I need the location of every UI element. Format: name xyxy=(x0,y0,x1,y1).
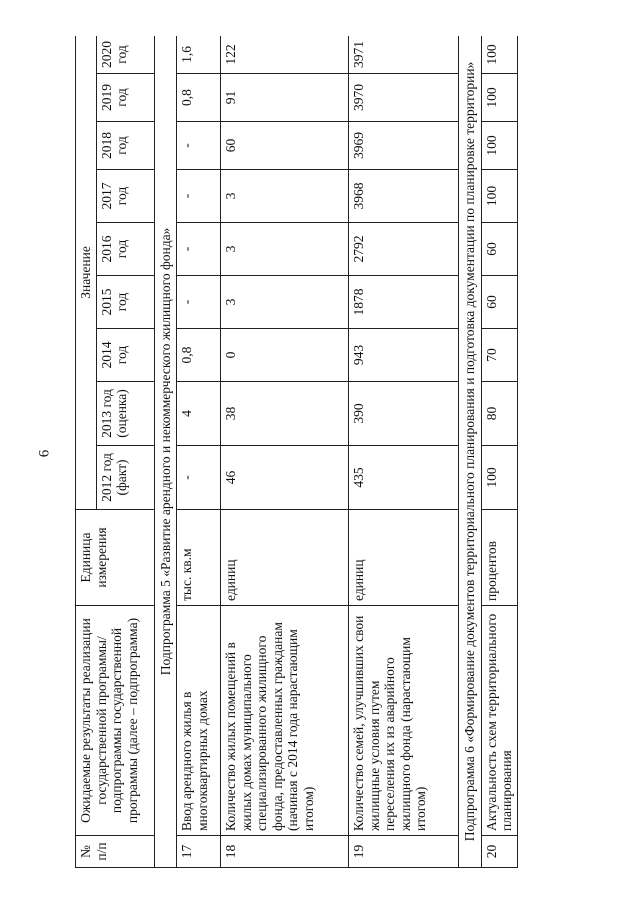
row-value: 100 xyxy=(481,122,517,170)
table-row xyxy=(177,36,221,868)
header-number: № п/п xyxy=(76,836,155,868)
header-year: 2013 год (оценка) xyxy=(96,382,154,446)
row-value: 80 xyxy=(481,382,517,446)
table-row xyxy=(221,36,349,868)
section-row xyxy=(459,36,482,868)
row-value: 46 xyxy=(221,446,349,510)
row-value: 60 xyxy=(481,276,517,329)
row-indicator: Количество семей, улучшивших свои жилищные условия путем переселения их из аварийного жилищного фонда (нарастающим итогом) xyxy=(349,606,459,836)
header-year: 2014 год xyxy=(96,329,154,382)
row-value: 3968 xyxy=(349,170,459,223)
row-value: 435 xyxy=(349,446,459,510)
rotated-page-content xyxy=(75,36,599,868)
row-value: - xyxy=(177,446,221,510)
row-value: 390 xyxy=(349,382,459,446)
row-unit: единиц xyxy=(349,510,459,606)
indicators-table xyxy=(75,36,518,868)
row-value: - xyxy=(177,122,221,170)
header-year: 2018 год xyxy=(96,122,154,170)
row-value: 0 xyxy=(221,329,349,382)
row-value: 3 xyxy=(221,223,349,276)
header-year: 2019 год xyxy=(96,74,154,122)
header-value: Значение xyxy=(76,36,97,510)
row-value: 60 xyxy=(481,223,517,276)
row-value: 1878 xyxy=(349,276,459,329)
row-number: 19 xyxy=(349,836,459,868)
row-value: 91 xyxy=(221,74,349,122)
row-number: 18 xyxy=(221,836,349,868)
row-value: 0,8 xyxy=(177,329,221,382)
header-unit: Единица измерения xyxy=(76,510,155,606)
row-unit: единиц xyxy=(221,510,349,606)
row-value: 1,6 xyxy=(177,36,221,74)
header-year: 2012 год (факт) xyxy=(96,446,154,510)
row-value: 0,8 xyxy=(177,74,221,122)
row-value: 100 xyxy=(481,170,517,223)
row-value: 100 xyxy=(481,446,517,510)
row-value: 38 xyxy=(221,382,349,446)
table-row xyxy=(481,36,517,868)
row-value: 3 xyxy=(221,170,349,223)
header-year: 2020 год xyxy=(96,36,154,74)
row-indicator: Ввод арендного жилья в многоквартирных домах xyxy=(177,606,221,836)
row-value: - xyxy=(177,223,221,276)
header-year: 2017 год xyxy=(96,170,154,223)
row-value: 3970 xyxy=(349,74,459,122)
row-value: 100 xyxy=(481,74,517,122)
section-title: Подпрограмма 6 «Формирование документов территориального планирования и подготовка документации по планировке территории» xyxy=(459,36,482,868)
section-title: Подпрограмма 5 «Развитие арендного и некоммерческого жилищного фонда» xyxy=(154,36,177,868)
row-value: - xyxy=(177,170,221,223)
header-year: 2015 год xyxy=(96,276,154,329)
row-value: 70 xyxy=(481,329,517,382)
table-row xyxy=(349,36,459,868)
section-row xyxy=(154,36,177,868)
row-indicator: Актуальность схем территориального планирования xyxy=(481,606,517,836)
page-number: 6 xyxy=(36,449,53,458)
row-value: 100 xyxy=(481,36,517,74)
row-number: 20 xyxy=(481,836,517,868)
header-year: 2016 год xyxy=(96,223,154,276)
row-unit: тыс. кв.м xyxy=(177,510,221,606)
row-value: 4 xyxy=(177,382,221,446)
row-unit: процентов xyxy=(481,510,517,606)
row-value: 60 xyxy=(221,122,349,170)
row-value: - xyxy=(177,276,221,329)
row-value: 2792 xyxy=(349,223,459,276)
row-value: 3971 xyxy=(349,36,459,74)
row-value: 3 xyxy=(221,276,349,329)
row-number: 17 xyxy=(177,836,221,868)
rotated-table-wrapper xyxy=(75,36,599,868)
header-indicator: Ожидаемые результаты реализации государственной программы/подпрограммы государственной программы (далее – подпрограмма) xyxy=(76,606,155,836)
row-value: 3969 xyxy=(349,122,459,170)
row-indicator: Количество жилых помещений в жилых домах муниципального специализированного жилищного фонда, предоставленных гражданам (начиная с 2014 года нарастающим итогом) xyxy=(221,606,349,836)
row-value: 943 xyxy=(349,329,459,382)
row-value: 122 xyxy=(221,36,349,74)
